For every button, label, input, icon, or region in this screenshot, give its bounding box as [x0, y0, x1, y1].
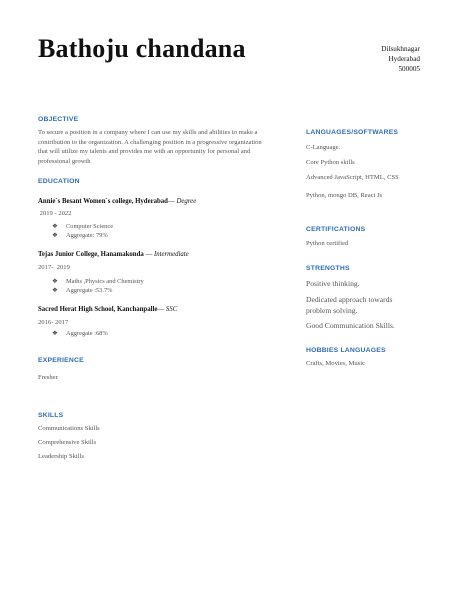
- diamond-bullet-icon: ❖: [52, 232, 58, 239]
- education-detail-text: Aggregate :53.7%: [66, 287, 113, 294]
- address-block: [381, 44, 420, 74]
- skills-item: Communications Skills: [38, 425, 100, 432]
- education-school: [38, 251, 189, 258]
- diamond-bullet-icon: ❖: [52, 223, 58, 230]
- objective-text: [38, 128, 288, 166]
- education-years: 2017- 2019: [38, 264, 70, 271]
- diamond-bullet-icon: ❖: [52, 287, 58, 294]
- education-detail: [52, 222, 113, 230]
- languages-item: Python, mongo DB, React Js: [306, 192, 383, 199]
- certifications-heading: CERTIFICATIONS: [306, 226, 366, 233]
- languages-item: Advanced JavaScript, HTML, CSS: [306, 174, 399, 181]
- education-level: SSC: [165, 306, 178, 313]
- address-line: 500005: [398, 65, 420, 73]
- strengths-item: Positive thinking.: [306, 279, 360, 288]
- skills-item: Comprehensive Skills: [38, 439, 97, 446]
- education-detail: [52, 277, 144, 285]
- resume-name: Bathoju chandana: [38, 34, 246, 63]
- objective-line: professional growth: [38, 157, 91, 165]
- languages-item: Core Python skills: [306, 159, 355, 166]
- strengths-item: Dedicated approach towards problem solving.: [306, 295, 393, 315]
- school-name: Sacred Herat High School, Kanchanpalle: [38, 306, 158, 313]
- address-line: Hyderabad: [388, 55, 420, 63]
- hobbies-heading: HOBBIES LANGUAGES: [306, 347, 386, 354]
- school-name: Tejas Junior College, Hanamakonda: [38, 251, 144, 258]
- education-heading: EDUCATION: [38, 178, 80, 185]
- objective-line: that will utilize my talents and provides me with an opportunity for personal and: [38, 148, 251, 156]
- education-level: Degree: [176, 198, 197, 205]
- school-separator: —: [143, 251, 154, 258]
- address-line: Dilsukhnagar: [381, 45, 420, 53]
- skills-heading: SKILLS: [38, 412, 64, 419]
- objective-heading: OBJECTIVE: [38, 116, 79, 123]
- diamond-bullet-icon: ❖: [52, 278, 58, 285]
- school-separator: —: [157, 306, 166, 313]
- education-detail-text: Aggregate :68%: [66, 330, 108, 337]
- strengths-item: Good Communication Skills.: [306, 321, 395, 330]
- education-detail: [52, 286, 113, 294]
- experience-value: Fresher: [38, 374, 58, 381]
- education-detail: [52, 329, 108, 337]
- education-level: Intermediate: [153, 251, 189, 258]
- education-detail-text: Computer Science: [66, 223, 114, 230]
- languages-item: C-Language.: [306, 144, 341, 151]
- languages-heading: LANGUAGES/SOFTWARES: [306, 129, 399, 136]
- experience-heading: EXPERIENCE: [38, 357, 84, 364]
- school-name: Annie`s Besant Women`s college, Hyderabad: [38, 198, 168, 205]
- education-school: [38, 198, 196, 205]
- objective-line: contribution to the organization. A challenging position in a progressive organization: [38, 138, 262, 146]
- skills-item: Leadership Skills: [38, 453, 84, 460]
- objective-line: To secure a position in a company where I can use my skills and abilities to make a: [38, 129, 258, 136]
- education-detail-text: Aggregate: 79%: [66, 232, 108, 239]
- education-years: 2016- 2017: [38, 319, 69, 326]
- education-detail: [52, 231, 108, 239]
- education-school: [38, 306, 177, 313]
- education-years: 2019 - 2022: [38, 210, 72, 217]
- diamond-bullet-icon: ❖: [52, 330, 58, 337]
- hobbies-value: Crafts, Movies, Music: [306, 360, 365, 367]
- school-separator: —: [167, 198, 177, 205]
- education-detail-text: Maths ,Physics and Chemistry: [66, 278, 144, 285]
- certifications-value: Python certified: [306, 240, 349, 247]
- strengths-heading: STRENGTHS: [306, 265, 350, 272]
